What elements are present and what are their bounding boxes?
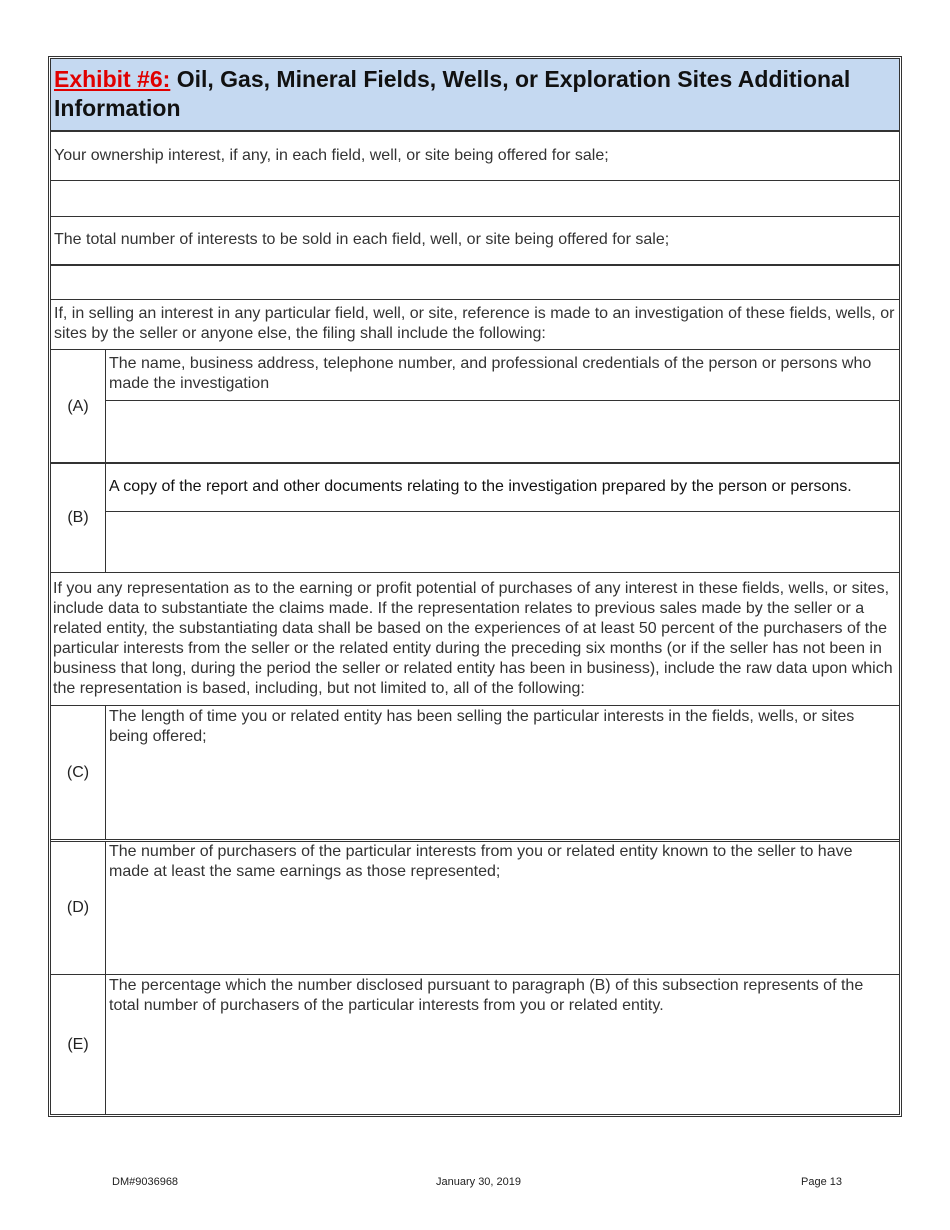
footer-page-number: Page 13 bbox=[801, 1176, 842, 1188]
footer-doc-id: DM#9036968 bbox=[112, 1176, 179, 1188]
item-b-question bbox=[106, 464, 899, 512]
item-c-text: The length of time you or related entity has been selling the particular interests in the fields, wells, or sites being offered; bbox=[109, 708, 855, 745]
item-a-question bbox=[106, 350, 899, 400]
item-c-field[interactable] bbox=[106, 706, 899, 840]
item-b-row bbox=[51, 462, 899, 572]
total-interests-question: The total number of interests to be sold in each field, well, or site being offered for sale; bbox=[54, 231, 670, 248]
item-b-label: (B) bbox=[51, 464, 106, 572]
earnings-intro: If you any representation as to the earning or profit potential of purchases of any interest in these fields, wells, or sites, include data to substantiate the claims made. If the representation relates to previous sales made by the seller or a related entity, the substantiating data shall be based on the experiences of at least 50 percent of the purchasers of the particular interests from the seller or the related entity during the preceding six months (or if the seller has not been in business that long, during the period the seller or related entity has been in business), include the raw data upon which the representation is based, including, but not limited to, all of the following: bbox=[53, 580, 893, 697]
earnings-intro-row bbox=[51, 572, 899, 705]
ownership-question-row bbox=[51, 132, 899, 180]
item-a-label: (A) bbox=[51, 350, 106, 463]
item-b-text: A copy of the report and other documents relating to the investigation prepared by the person or persons. bbox=[109, 478, 852, 495]
total-interests-question-row bbox=[51, 216, 899, 264]
item-c-row[interactable] bbox=[51, 705, 899, 839]
exhibit-title: Oil, Gas, Mineral Fields, Wells, or Exploration Sites Additional Information bbox=[54, 66, 851, 121]
item-b-answer-field[interactable] bbox=[106, 511, 899, 572]
item-d-row[interactable] bbox=[51, 839, 899, 974]
ownership-question: Your ownership interest, if any, in each field, well, or site being offered for sale; bbox=[54, 147, 609, 164]
total-interests-answer-field[interactable] bbox=[51, 264, 899, 299]
investigation-intro-row bbox=[51, 299, 899, 349]
item-e-label: (E) bbox=[51, 975, 106, 1115]
item-e-row[interactable] bbox=[51, 974, 899, 1114]
item-a-row bbox=[51, 349, 899, 462]
item-a-answer-field[interactable] bbox=[106, 400, 899, 463]
investigation-intro: If, in selling an interest in any particular field, well, or site, reference is made to an investigation of these fields, wells, or sites by the seller or anyone else, the filing shall include the following: bbox=[54, 305, 895, 342]
item-c-label: (C) bbox=[51, 706, 106, 840]
item-e-text: The percentage which the number disclosed pursuant to paragraph (B) of this subsection represents of the total number of purchasers of the particular interests from you or related entity. bbox=[109, 977, 864, 1014]
item-d-text: The number of purchasers of the particular interests from you or related entity known to the seller to have made at least the same earnings as those represented; bbox=[109, 843, 853, 880]
ownership-answer-field[interactable] bbox=[51, 180, 899, 216]
item-a-text: The name, business address, telephone number, and professional credentials of the person or persons who made the investigation bbox=[109, 355, 872, 392]
item-d-label: (D) bbox=[51, 842, 106, 974]
item-e-field[interactable] bbox=[106, 975, 899, 1115]
footer-date: January 30, 2019 bbox=[436, 1176, 522, 1188]
exhibit-header bbox=[51, 59, 899, 132]
exhibit-label: Exhibit #6: bbox=[54, 66, 171, 92]
item-d-field[interactable] bbox=[106, 842, 899, 974]
exhibit-form bbox=[48, 56, 902, 1117]
